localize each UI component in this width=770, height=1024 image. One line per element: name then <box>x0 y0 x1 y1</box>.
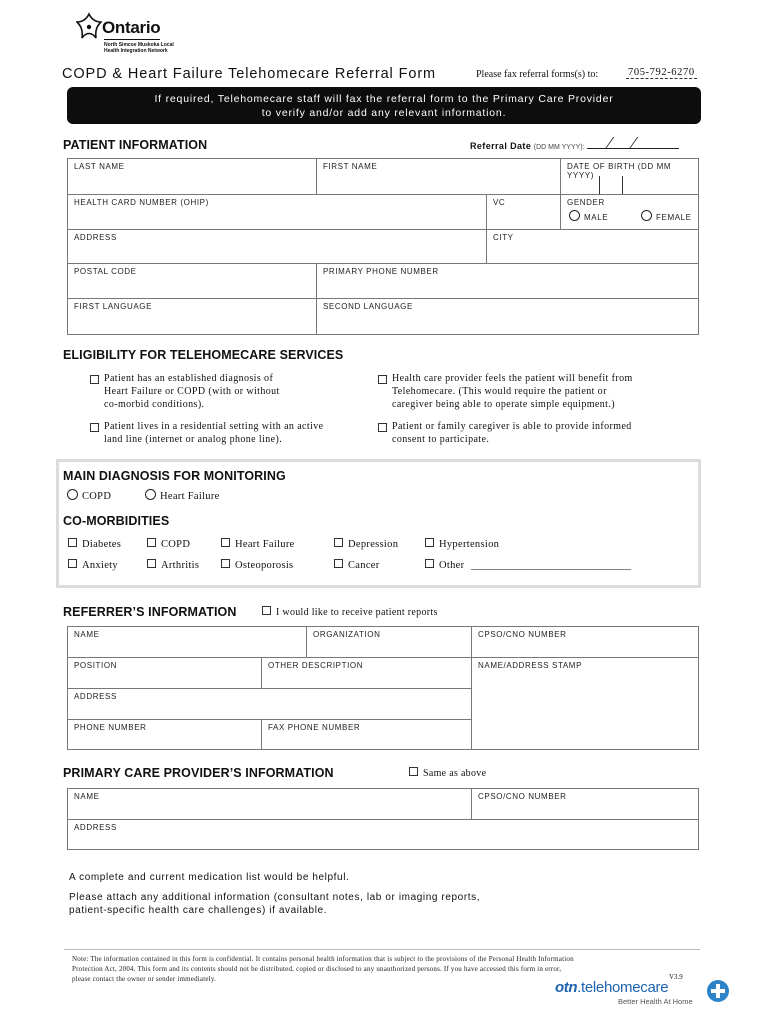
logo-wordmark: Ontario <box>102 18 161 37</box>
diagnosis-copd-label: COPD <box>82 491 112 502</box>
comorb-copd-checkbox[interactable] <box>147 538 190 550</box>
comorb-diabetes-checkbox[interactable] <box>68 538 121 550</box>
eligibility-item-residential[interactable] <box>90 420 323 446</box>
comorb-hypertension-checkbox[interactable] <box>425 538 499 550</box>
comorb-heart-failure-checkbox[interactable] <box>221 538 295 550</box>
eligibility-item3-line2: land line (internet or analog phone line). <box>104 434 283 445</box>
medication-note: A complete and current medication list would be helpful. <box>69 872 350 883</box>
referrer-address-field[interactable] <box>67 688 472 720</box>
pcp-heading: PRIMARY CARE PROVIDER’S INFORMATION <box>63 766 334 780</box>
confidentiality-line1: Note: The information contained in this form is confidential. It contains personal health information that is subject to the provisions of the Personal Health Information <box>72 955 574 963</box>
eligibility-item1-line2: Heart Failure or COPD (with or without <box>104 386 280 397</box>
eligibility-heading: ELIGIBILITY FOR TELEHOMECARE SERVICES <box>63 348 344 362</box>
referrer-organization-label: ORGANIZATION <box>313 630 381 639</box>
fax-label: Please fax referral forms(s) to: <box>476 69 599 80</box>
confidentiality-line2: Protection Act, 2004. This form and its contents should not be distributed, copied or disclosed to any unauthorized persons. If you have accessed this form in error, <box>72 965 562 973</box>
confidentiality-note <box>72 954 574 984</box>
gender-field <box>560 194 699 230</box>
referrer-name-label: NAME <box>74 630 100 639</box>
patient-info-heading: PATIENT INFORMATION <box>63 138 208 152</box>
gender-male-radio[interactable] <box>569 213 608 222</box>
main-diagnosis-heading: MAIN DIAGNOSIS FOR MONITORING <box>63 469 286 483</box>
comorb-other-input[interactable]: __________________________________ <box>471 560 631 571</box>
gender-label: GENDER <box>567 198 605 207</box>
comorb-arthritis-label: Arthritis <box>161 560 200 571</box>
eligibility-checkbox[interactable] <box>90 375 99 384</box>
pcp-cpso-label: CPSO/CNO NUMBER <box>478 792 567 801</box>
last-name-field[interactable] <box>67 158 317 195</box>
comorb-heart-failure-label: Heart Failure <box>235 539 295 550</box>
referrer-stamp-label: NAME/ADDRESS STAMP <box>478 661 582 670</box>
attach-note-line1: Please attach any additional information (consultant notes, lab or imaging reports, <box>69 892 481 903</box>
same-as-above-checkbox[interactable] <box>409 767 486 779</box>
brand-tagline: Better Health At Home <box>618 997 693 1006</box>
postal-code-field[interactable] <box>67 263 317 299</box>
comorbidities-heading: CO-MORBIDITIES <box>63 514 170 528</box>
city-label: CITY <box>493 233 514 242</box>
form-title: COPD & Heart Failure Telehomecare Referral Form <box>62 66 437 82</box>
eligibility-checkbox[interactable] <box>90 423 99 432</box>
eligibility-item2-line2: Telehomecare. (This would require the patient or <box>392 386 607 397</box>
receive-reports-checkbox[interactable] <box>262 606 438 618</box>
fax-number: 705-792-6270 <box>628 67 695 78</box>
vc-field[interactable] <box>486 194 561 230</box>
eligibility-item3-line1: Patient lives in a residential setting with an active <box>104 421 324 432</box>
comorb-depression-checkbox[interactable] <box>334 538 398 550</box>
first-name-label: FIRST NAME <box>323 162 378 171</box>
postal-code-label: POSTAL CODE <box>74 267 137 276</box>
referrer-stamp-field[interactable] <box>471 657 699 750</box>
first-language-field[interactable] <box>67 298 317 335</box>
gender-female-radio[interactable] <box>641 213 692 222</box>
referrer-position-field[interactable] <box>67 657 262 689</box>
comorb-anxiety-label: Anxiety <box>82 560 118 571</box>
referrer-phone-field[interactable] <box>67 719 262 750</box>
primary-phone-label: PRIMARY PHONE NUMBER <box>323 267 439 276</box>
referrer-fax-label: FAX PHONE NUMBER <box>268 723 361 732</box>
eligibility-item4-line2: consent to participate. <box>392 434 490 445</box>
comorb-osteoporosis-label: Osteoporosis <box>235 560 294 571</box>
banner-line2: to verify and/or add any relevant information. <box>261 107 507 119</box>
brand-telehomecare: .telehomecare <box>577 979 669 996</box>
diagnosis-hf-label: Heart Failure <box>160 491 220 502</box>
eligibility-checkbox[interactable] <box>378 375 387 384</box>
referrer-organization-field[interactable] <box>306 626 472 658</box>
comorb-osteoporosis-checkbox[interactable] <box>221 559 293 571</box>
referrer-cpso-field[interactable] <box>471 626 699 658</box>
referral-date-format: (DD MM YYYY): <box>533 144 585 151</box>
comorb-anxiety-checkbox[interactable] <box>68 559 118 571</box>
comorb-other-label: Other <box>439 560 465 571</box>
eligibility-item4-line1: Patient or family caregiver is able to provide informed <box>392 421 632 432</box>
footer-divider <box>64 949 700 950</box>
pcp-name-field[interactable] <box>67 788 472 820</box>
last-name-label: LAST NAME <box>74 162 125 171</box>
referrer-position-label: POSITION <box>74 661 118 670</box>
pcp-table <box>67 788 699 850</box>
comorb-depression-label: Depression <box>348 539 399 550</box>
banner-line1: If required, Telehomecare staff will fax the referral form to the Primary Care Provider <box>154 93 614 105</box>
comorb-copd-label: COPD <box>161 539 191 550</box>
receive-reports-label: I would like to receive patient reports <box>276 607 438 618</box>
health-card-field[interactable] <box>67 194 487 230</box>
primary-phone-field[interactable] <box>316 263 699 299</box>
confidentiality-line3: please contact the owner or sender immediately. <box>72 975 217 983</box>
eligibility-item-consent[interactable] <box>378 420 632 446</box>
second-language-field[interactable] <box>316 298 699 335</box>
referral-date-field[interactable] <box>470 140 679 151</box>
pcp-name-label: NAME <box>74 792 100 801</box>
referrer-other-description-label: OTHER DESCRIPTION <box>268 661 364 670</box>
pcp-cpso-field[interactable] <box>471 788 699 820</box>
same-as-above-label: Same as above <box>423 768 487 779</box>
otn-telehomecare-logo <box>555 979 735 1009</box>
pcp-address-label: ADDRESS <box>74 823 117 832</box>
home-cross-icon <box>706 979 730 1003</box>
trillium-icon <box>76 12 102 42</box>
eligibility-item-diagnosis[interactable] <box>90 372 280 411</box>
comorb-cancer-label: Cancer <box>348 560 380 571</box>
address-field[interactable] <box>67 229 487 264</box>
eligibility-item2-line1: Health care provider feels the patient will benefit from <box>392 373 633 384</box>
first-language-label: FIRST LANGUAGE <box>74 302 153 311</box>
attach-note-line2: patient-specific health care challenges) if available. <box>69 905 328 916</box>
ontario-logo <box>76 10 176 60</box>
city-field[interactable] <box>486 229 699 264</box>
referrer-fax-field[interactable] <box>261 719 472 750</box>
referrer-other-description-field[interactable] <box>261 657 472 689</box>
org-name-line2: Health Integration Network <box>104 48 168 54</box>
info-banner <box>67 87 701 124</box>
male-label: MALE <box>584 213 609 222</box>
comorb-diabetes-label: Diabetes <box>82 539 122 550</box>
diagnosis-hf-radio[interactable] <box>145 489 220 502</box>
comorb-hypertension-label: Hypertension <box>439 539 500 550</box>
female-label: FEMALE <box>656 213 692 222</box>
dob-label: DATE OF BIRTH (DD MM YYYY) <box>567 162 672 180</box>
referrer-phone-label: PHONE NUMBER <box>74 723 147 732</box>
brand-otn: otn <box>555 979 578 996</box>
referrer-table <box>67 626 699 750</box>
comorb-cancer-checkbox[interactable] <box>334 559 380 571</box>
version-label: V3.9 <box>669 973 683 981</box>
pcp-address-field[interactable] <box>67 819 699 850</box>
comorb-arthritis-checkbox[interactable] <box>147 559 199 571</box>
address-label: ADDRESS <box>74 233 117 242</box>
diagnosis-copd-radio[interactable] <box>67 489 111 502</box>
org-name-line1: North Simcoe Muskoka Local <box>104 42 174 48</box>
vc-label: VC <box>493 198 506 207</box>
referrer-heading: REFERRER’S INFORMATION <box>63 605 237 619</box>
referrer-name-field[interactable] <box>67 626 307 658</box>
dob-field[interactable] <box>560 158 699 195</box>
eligibility-checkbox[interactable] <box>378 423 387 432</box>
comorb-other-checkbox[interactable] <box>425 559 464 571</box>
first-name-field[interactable] <box>316 158 561 195</box>
eligibility-item-benefit[interactable] <box>378 372 633 411</box>
patient-info-table <box>67 158 699 335</box>
second-language-label: SECOND LANGUAGE <box>323 302 413 311</box>
health-card-label: HEALTH CARD NUMBER (OHIP) <box>74 198 209 207</box>
referrer-address-label: ADDRESS <box>74 692 117 701</box>
eligibility-item1-line3: co-morbid conditions). <box>104 399 205 410</box>
referrer-cpso-label: CPSO/CNO NUMBER <box>478 630 567 639</box>
eligibility-item1-line1: Patient has an established diagnosis of <box>104 373 274 384</box>
eligibility-item2-line3: caregiver being able to operate simple equipment.) <box>392 399 615 410</box>
referral-date-label: Referral Date <box>470 141 532 151</box>
